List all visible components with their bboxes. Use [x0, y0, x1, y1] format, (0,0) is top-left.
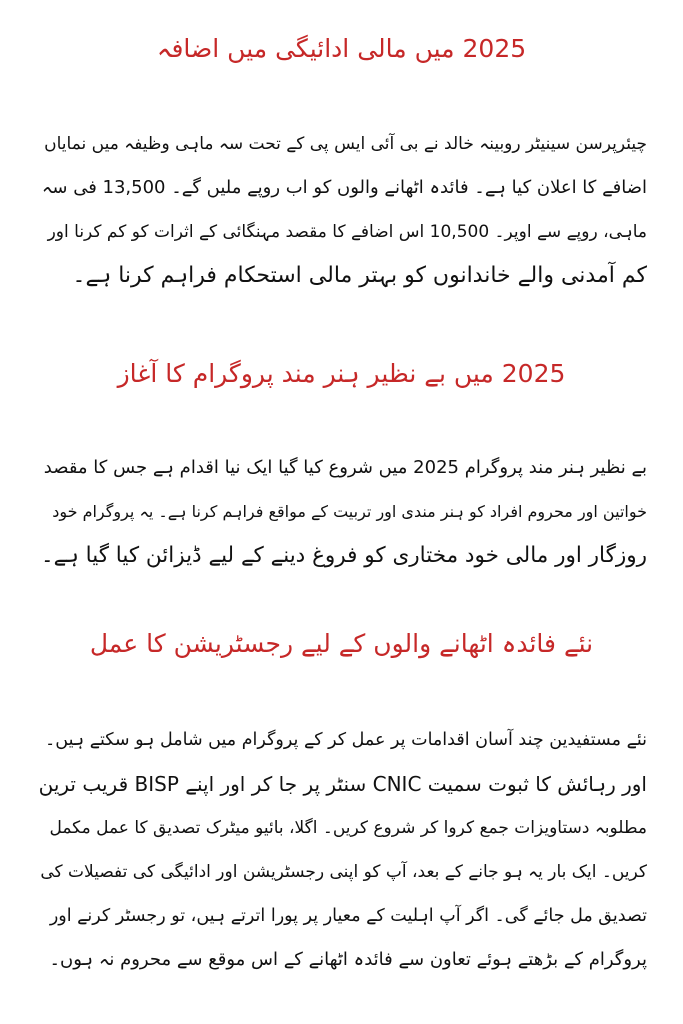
- heading-registration-process: نئے فائدہ اٹھانے والوں کے لیے رجسٹریشن کا عمل: [89, 629, 594, 658]
- text-line: مطلوبہ دستاویزات جمع کروا کر شروع کریں۔ اگلا، بائیو میٹرک تصدیق کا عمل مکمل: [49, 818, 647, 838]
- text-line: چیئرپرسن سینیٹر روبینہ خالد نے بی آئی ایس پی کے تحت سہ ماہی وظیفہ میں نمایاں: [44, 134, 647, 154]
- text-line: خواتین اور محروم افراد کو ہنر مندی اور تربیت کے مواقع فراہم کرنا ہے۔ یہ پروگرام خود: [52, 502, 647, 521]
- text-line: روزگار اور مالی خود مختاری کو فروغ دینے کے لیے ڈیزائن کیا گیا ہے۔: [41, 543, 647, 568]
- text-line: اور رہائش کا ثبوت سمیت CNIC سنٹر پر جا کر اور اپنے BISP قریب ترین: [38, 772, 647, 796]
- text-line: پروگرام کے بڑھتے ہوئے تعاون سے فائدہ اٹھانے کے اس موقع سے محروم نہ ہوں۔: [49, 949, 647, 970]
- heading-hunarmand-launch: 2025 میں بے نظیر ہنر مند پروگرام کا آغاز: [117, 359, 566, 388]
- text-line: بے نظیر ہنر مند پروگرام 2025 میں شروع کیا گیا ایک نیا اقدام ہے جس کا مقصد: [43, 457, 647, 478]
- paragraph-hunarmand-launch: [36, 446, 647, 578]
- paragraph-registration-process: [36, 718, 647, 982]
- text-line: تصدیق مل جائے گی۔ اگر آپ اہلیت کے معیار پر پورا اترتے ہیں، تو رجسٹر کرنے اور: [49, 906, 647, 926]
- text-line: ماہی، روپے سے اوپر۔ 10,500 اس اضافے کا مقصد مہنگائی کے اثرات کو کم کرنا اور: [47, 222, 647, 242]
- text-line: کم آمدنی والے خاندانوں کو بہتر مالی استحکام فراہم کرنا ہے۔: [72, 263, 647, 288]
- text-line: نئے مستفیدین چند آسان اقدامات پر عمل کر کے پروگرام میں شامل ہو سکتے ہیں۔: [45, 730, 647, 750]
- text-line: کریں۔ ایک بار یہ ہو جانے کے بعد، آپ کو اپنی رجسٹریشن اور ادائیگی کی تفصیلات کی: [40, 862, 647, 882]
- heading-payment-increase: 2025 میں مالی ادائیگی میں اضافہ: [156, 34, 527, 63]
- paragraph-payment-increase: [36, 122, 647, 298]
- text-line: اضافے کا اعلان کیا ہے۔ فائدہ اٹھانے والوں کو اب روپے ملیں گے۔ 13,500 فی سہ: [41, 177, 647, 198]
